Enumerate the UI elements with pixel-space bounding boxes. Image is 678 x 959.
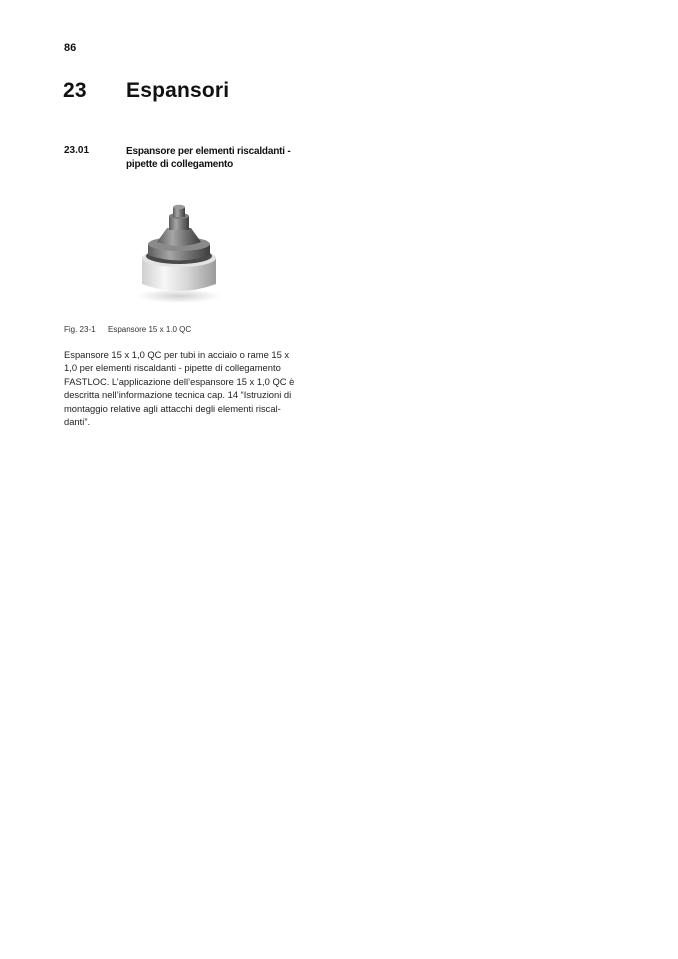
page-number: 86 [64,42,77,54]
section-title [126,145,316,171]
body-line: 1,0 per elementi riscaldanti - pipette di collegamento [64,362,281,374]
figure-caption: Espansore 15 x 1.0 QC [108,325,192,334]
chapter-title: Espansori [126,79,230,102]
body-line: montaggio relative agli attacchi degli elementi riscal- [64,402,281,414]
body-line: FASTLOC. L’applicazione dell’espansore 15 x 1,0 QC è [64,375,295,387]
section-title-line: pipette di collegamento [126,159,234,170]
figure-label: Fig. 23-1 [64,325,96,334]
section-number: 23.01 [64,145,90,156]
body-line: danti”. [64,416,91,428]
section-title-line: Espansore per elementi riscaldanti - [126,146,291,157]
body-paragraph [64,348,314,428]
body-line: Espansore 15 x 1,0 QC per tubi in acciaio o rame 15 x [64,349,290,360]
chapter-number: 23 [63,79,87,102]
body-line: descritta nell’informazione tecnica cap. 14 “Istruzioni di [64,389,292,401]
expander-tool-image [134,200,224,305]
